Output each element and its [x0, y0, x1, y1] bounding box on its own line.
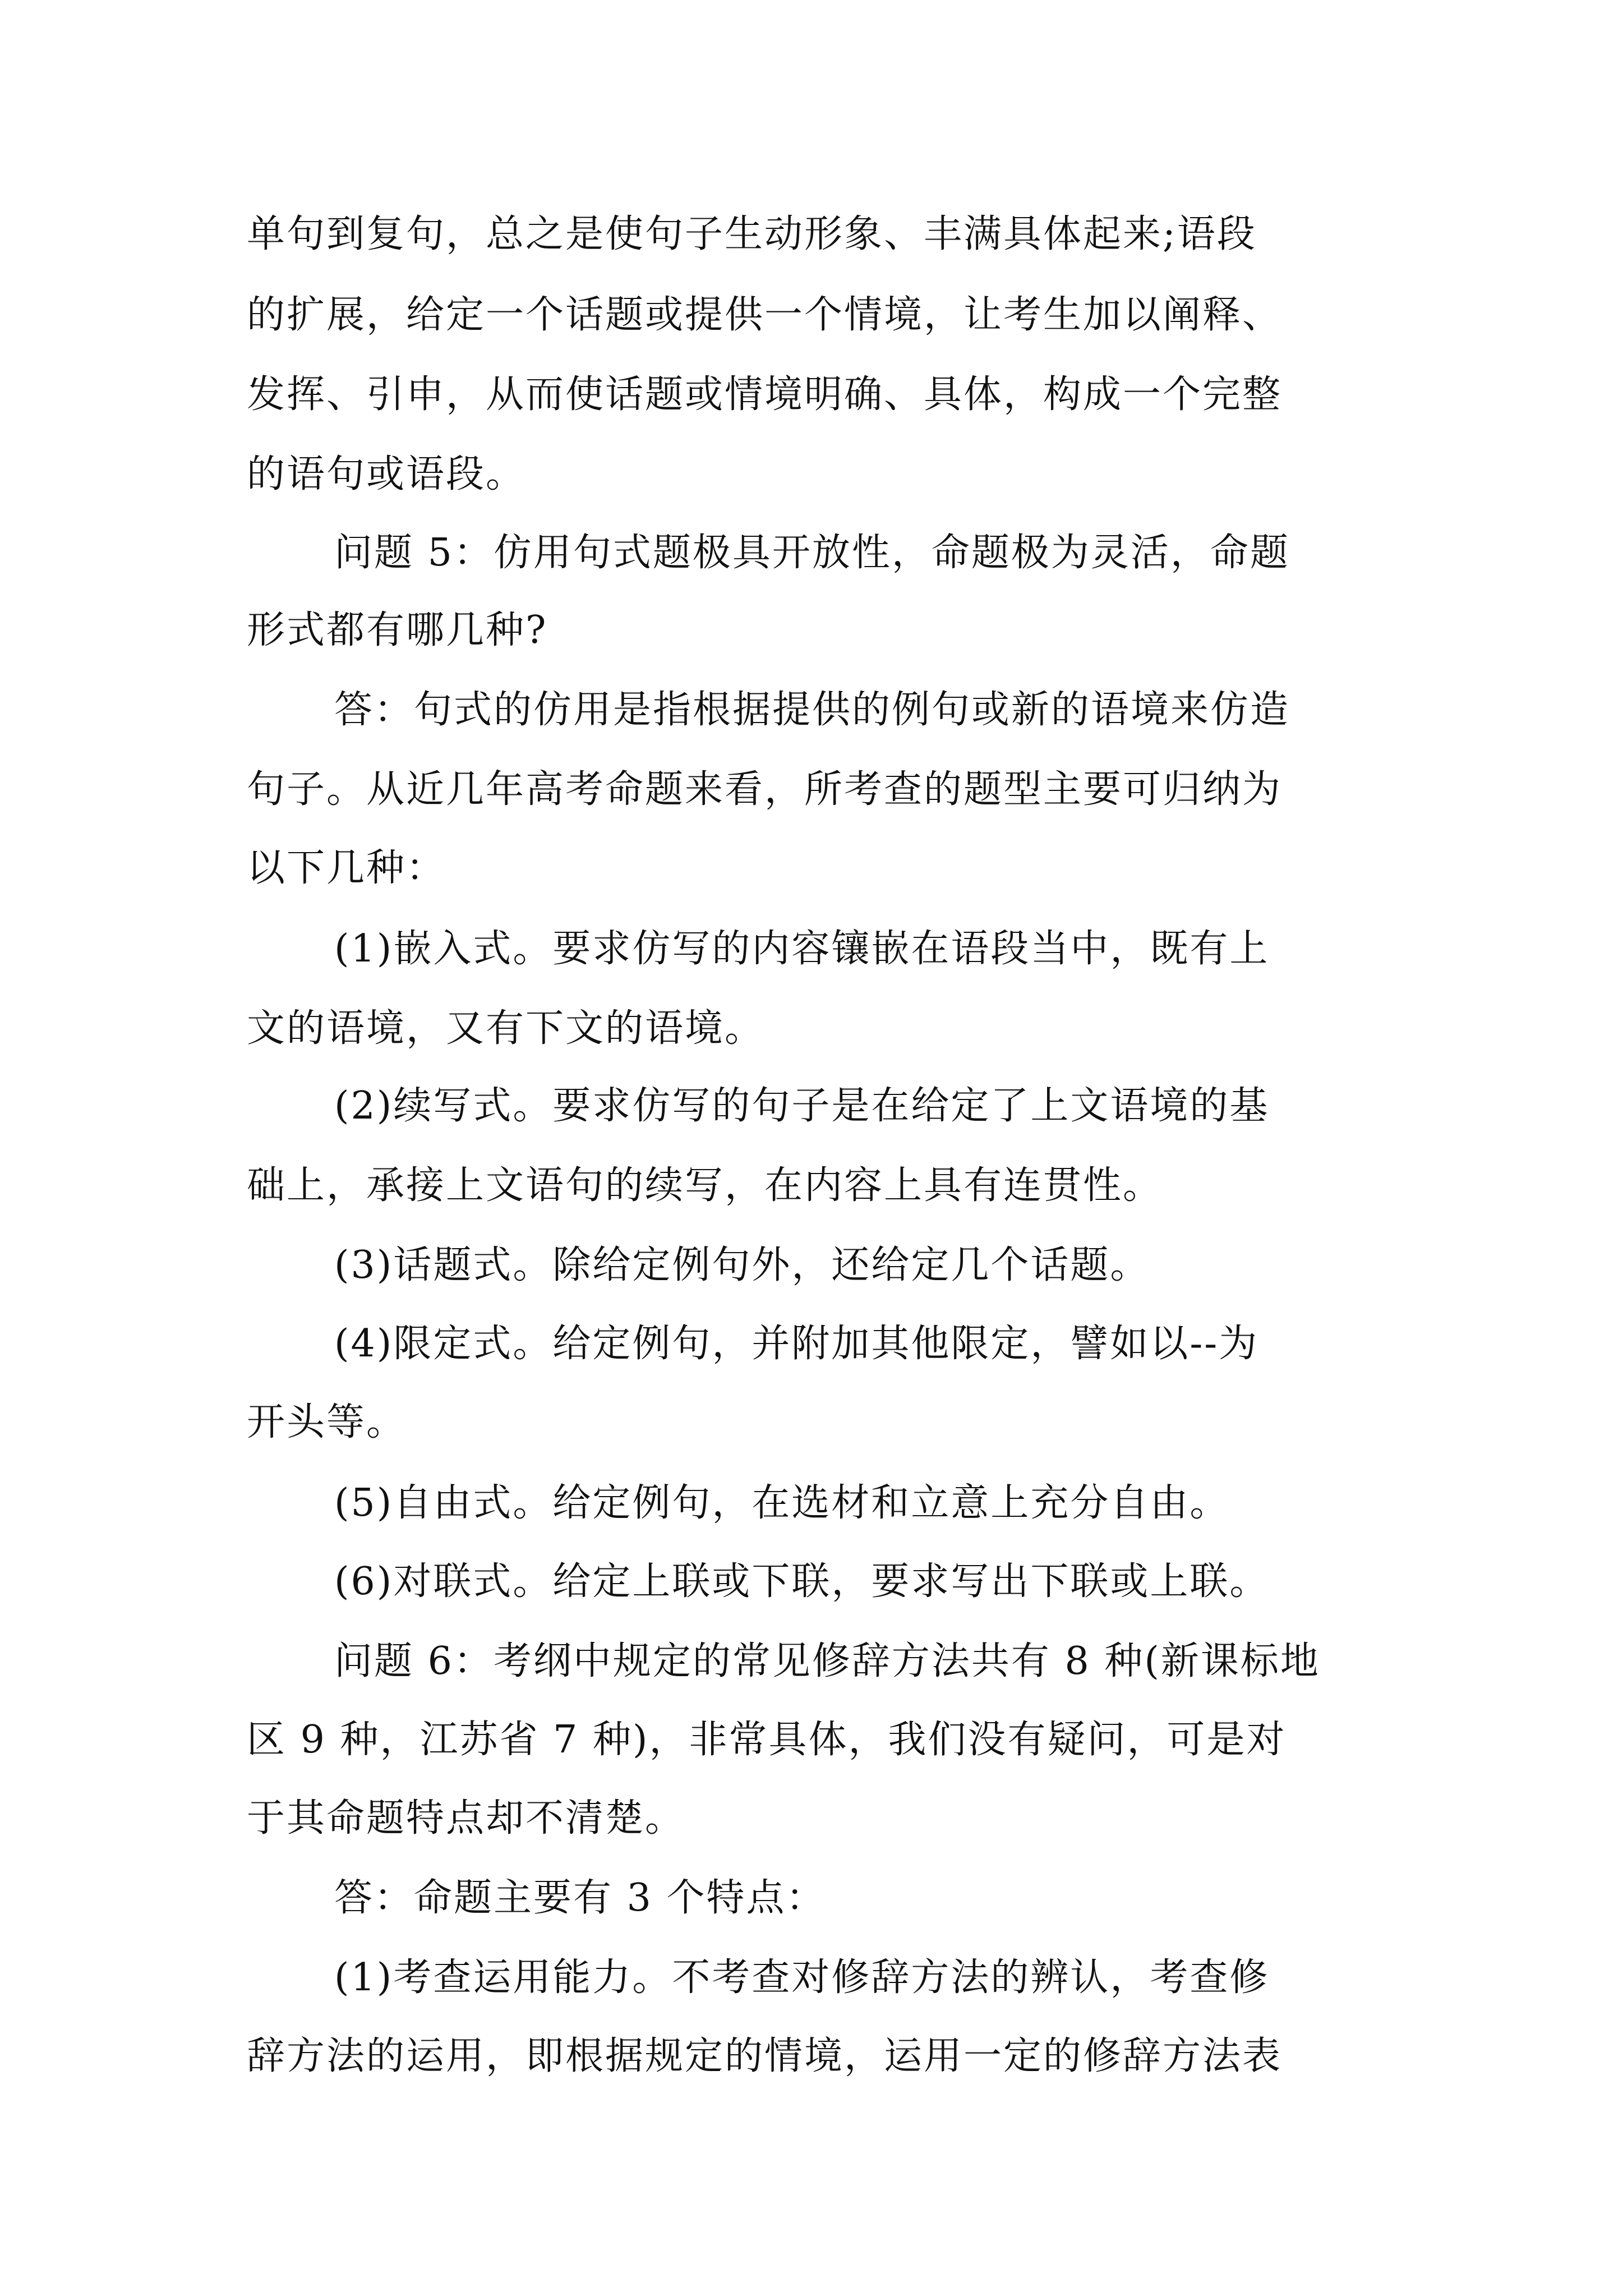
text-line: (4)限定式。给定例句，并附加其他限定，譬如以--为 [334, 1322, 1259, 1366]
text-line: 句子。从近几年高考命题来看，所考查的题型主要可归纳为 [247, 767, 1283, 812]
text-line: (6)对联式。给定上联或下联，要求写出下联或上联。 [334, 1559, 1270, 1604]
text-line: 问题 6：考纲中规定的常见修辞方法共有 8 种(新课标地 [334, 1639, 1320, 1683]
text-line: 以下几种： [247, 846, 446, 890]
text-line: (5)自由式。给定例句，在选材和立意上充分自由。 [334, 1481, 1230, 1525]
text-line: (1)嵌入式。要求仿写的内容镶嵌在语段当中，既有上 [334, 927, 1270, 971]
text-line: 单句到复句，总之是使句子生动形象、丰满具体起来;语段 [247, 212, 1257, 256]
text-line: 文的语境，又有下文的语境。 [247, 1006, 765, 1051]
text-line: (1)考查运用能力。不考查对修辞方法的辨认，考查修 [334, 1955, 1270, 2000]
text-line: 发挥、引申，从而使话题或情境明确、具体，构成一个完整 [247, 372, 1283, 417]
text-line: 的语句或语段。 [247, 452, 526, 496]
text-line: 础上，承接上文语句的续写，在内容上具有连贯性。 [247, 1163, 1163, 1208]
text-line: 辞方法的运用，即根据规定的情境，运用一定的修辞方法表 [247, 2034, 1283, 2078]
text-line: 形式都有哪几种? [247, 608, 548, 652]
text-line: 开头等。 [247, 1400, 407, 1444]
text-line: 问题 5：仿用句式题极具开放性，命题极为灵活，命题 [334, 531, 1290, 575]
text-line: 答：句式的仿用是指根据提供的例句或新的语境来仿造 [334, 688, 1290, 732]
text-line: 区 9 种，江苏省 7 种)，非常具体，我们没有疑问，可是对 [247, 1718, 1287, 1762]
text-line: 于其命题特点却不清楚。 [247, 1796, 685, 1841]
text-line: 答：命题主要有 3 个特点： [334, 1876, 826, 1920]
text-line: 的扩展，给定一个话题或提供一个情境，让考生加以阐释、 [247, 293, 1283, 337]
text-line: (2)续写式。要求仿写的句子是在给定了上文语境的基 [334, 1084, 1270, 1128]
text-line: (3)话题式。除给定例句外，还给定几个话题。 [334, 1243, 1150, 1287]
